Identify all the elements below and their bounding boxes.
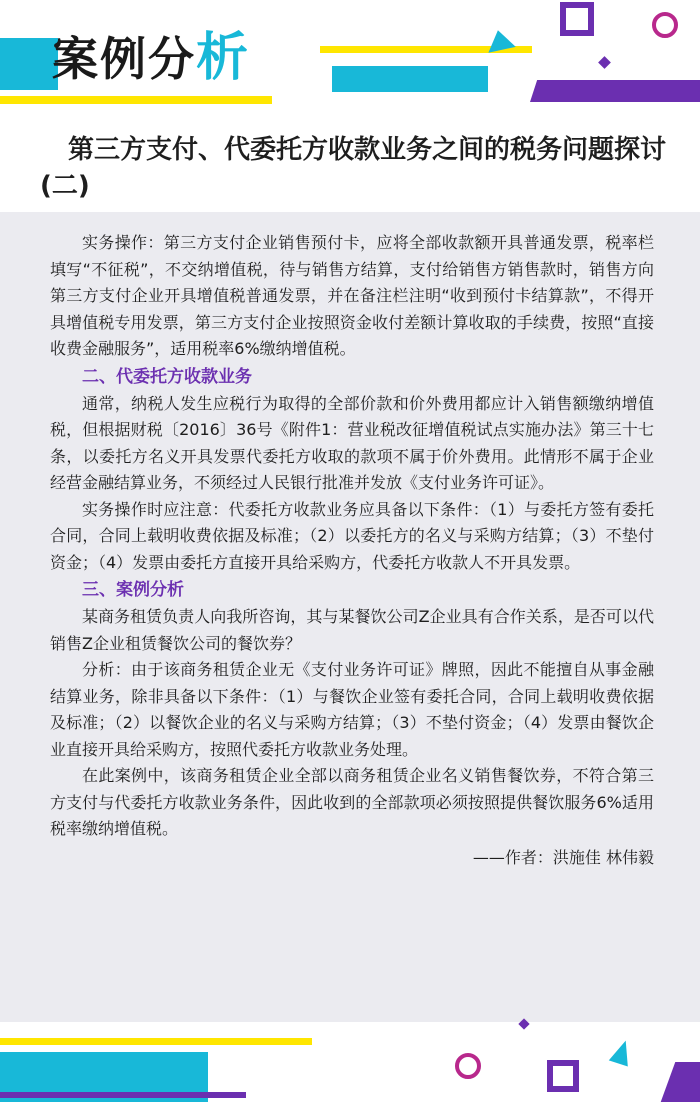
paragraph-case-conclusion: 在此案例中，该商务租赁企业全部以商务租赁企业名义销售餐饮券，不符合第三方支付与代委托方收款业务条件，因此收到的全部款项必须按照提供餐饮服务6%适用税率缴纳增值税。 — [50, 766, 654, 838]
purple-slab-decoration — [530, 80, 700, 102]
pink-ring-icon — [652, 12, 678, 38]
paragraph-case-analysis: 分析：由于该商务租赁企业无《支付业务许可证》牌照，因此不能擅自从事金融结算业务，除非具备以下条件：（1）与餐饮企业签有委托合同，合同上载明收费依据及标准；（2）以餐饮企业的名义与采购方结算；（3）不垫付资金；（4）发票由餐饮企业直接开具给采购方，按照代委托方收款业务处理。 — [50, 660, 654, 759]
author-byline: ——作者：洪施佳 林伟毅 — [472, 847, 654, 867]
cyan-block-decoration — [0, 38, 58, 90]
paragraph-case-question: 某商务租赁负责人向我所咨询，其与某餐饮公司Z企业具有合作关系，是否可以代销售Z企业租赁餐饮公司的餐饮券？ — [50, 607, 654, 653]
heading-case-analysis: 三、案例分析 — [82, 580, 184, 600]
footer-purple-square-icon — [547, 1060, 579, 1092]
paragraph-proxy-conditions: 实务操作时应注意：代委托方收款业务应具备以下条件：（1）与委托方签有委托合同，合同上载明收费依据及标准；（2）以委托方的名义与采购方结算；（3）不垫付资金；（4）发票由委托方直接开具给采购方，代委托方收款人不开具发票。 — [50, 499, 654, 572]
yellow-stripe-decoration — [0, 96, 272, 104]
paragraph-proxy-collection: 通常，纳税人发生应税行为取得的全部价款和价外费用都应计入销售额缴纳增值税，但根据财税〔2016〕36号《附件1：营业税改征增值税试点实施办法》第三十七条，以委托方名义开具发票代委托方收取的款项不属于价外费用。此情形不属于企业经营金融结算业务，不须经过人民银行批准并发放《支付业务许可证》。 — [50, 393, 654, 492]
cyan-bar-decoration — [332, 66, 488, 92]
logo-text: 案例分 — [52, 32, 196, 86]
purple-square-icon — [560, 2, 594, 36]
heading-proxy-collection: 二、代委托方收款业务 — [82, 366, 252, 387]
purple-diamond-icon — [598, 56, 611, 69]
footer-purple-line — [0, 1092, 246, 1098]
footer-pink-ring-icon — [455, 1053, 481, 1079]
header-banner — [0, 0, 700, 210]
logo-accent-char: 析 — [196, 28, 251, 88]
article-body — [50, 230, 654, 871]
paragraph-operations: 实务操作：第三方支付企业销售预付卡，应将全部收款额开具普通发票，税率栏填写“不征税”，不交纳增值税，待与销售方结算，支付给销售方销售款时，销售方向第三方支付企业开具增值税普通发票，并在备注栏注明“收到预付卡结算款”，不得开具增值税专用发票，第三方支付企业按照资金收付差额计算收取的手续费，按照“直接收费金融服务”，适用税率6%缴纳增值税。 — [50, 233, 654, 358]
footer-yellow-line — [0, 1038, 312, 1045]
section-logo-title — [52, 28, 250, 89]
article-title: 第三方支付、代委托方收款业务之间的税务问题探讨(二) — [40, 135, 667, 201]
